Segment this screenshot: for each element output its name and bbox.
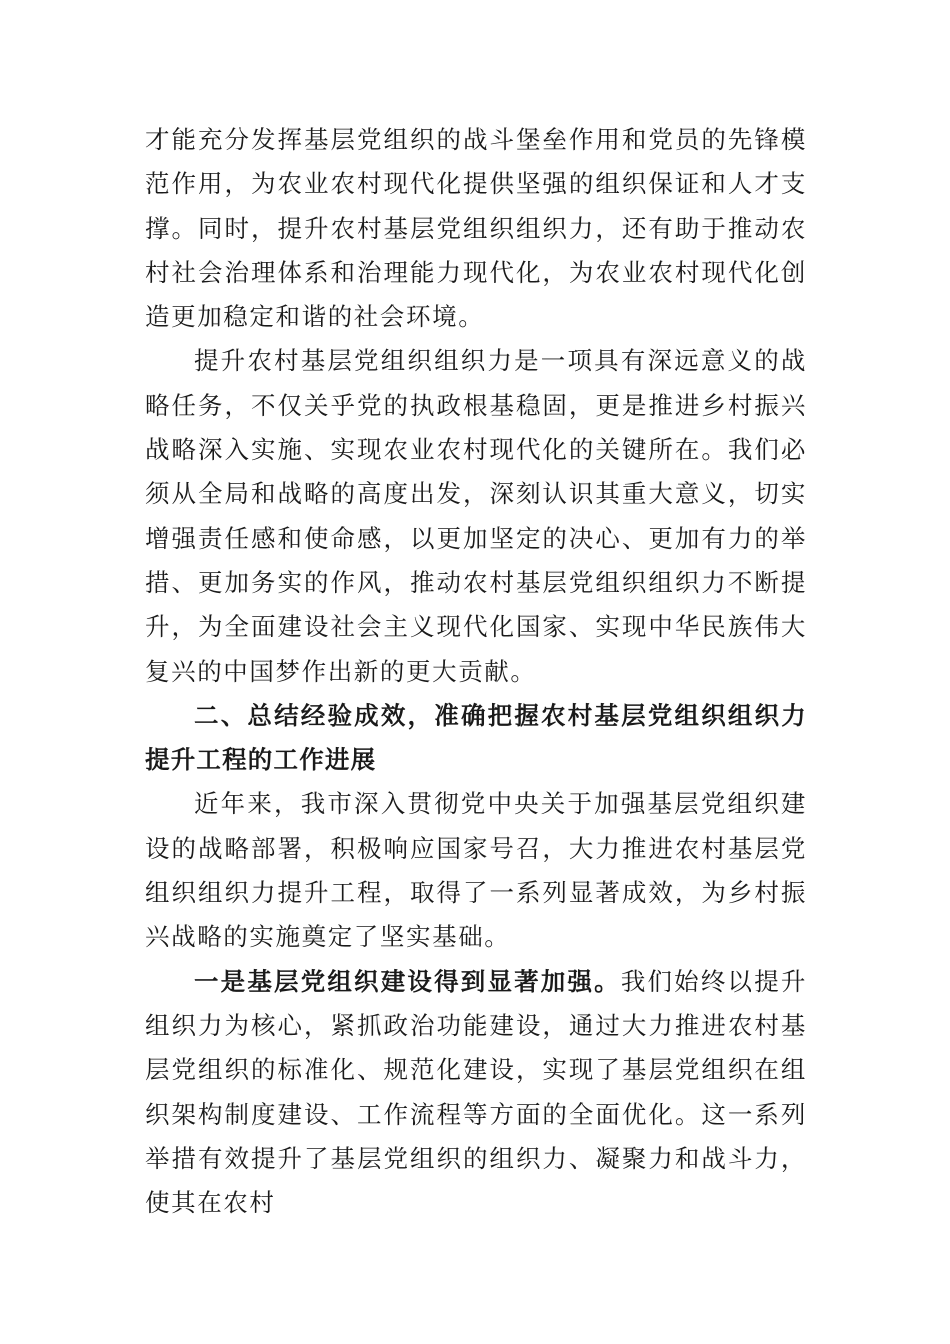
section-heading-two: 二、总结经验成效，准确把握农村基层党组织组织力提升工程的工作进展 <box>145 700 807 775</box>
document-page <box>145 118 807 1225</box>
paragraph-progress-intro: 近年来，我市深入贯彻党中央关于加强基层党组织建设的战略部署，积极响应国家号召，大力推进农村基层党组织组织力提升工程，取得了一系列显著成效，为乡村振兴战略的实施奠定了坚实基础。 <box>145 789 807 952</box>
paragraph-significance: 提升农村基层党组织组织力是一项具有深远意义的战略任务，不仅关乎党的执政根基稳固，更是推进乡村振兴战略深入实施、实现农业农村现代化的关键所在。我们必须从全局和战略的高度出发，深刻认识其重大意义，切实增强责任感和使命感，以更加坚定的决心、更加有力的举措、更加务实的作风，推动农村基层党组织组织力不断提升，为全面建设社会主义现代化国家、实现中华民族伟大复兴的中国梦作出新的更大贡献。 <box>145 346 807 686</box>
paragraph-point-one <box>145 960 807 1226</box>
point-one-body: 我们始终以提升组织力为核心，紧抓政治功能建设，通过大力推进农村基层党组织的标准化、规范化建设，实现了基层党组织在组织架构制度建设、工作流程等方面的全面优化。这一系列举措有效提升了基层党组织的组织力、凝聚力和战斗力，使其在农村 <box>145 966 807 1218</box>
paragraph-continuation: 才能充分发挥基层党组织的战斗堡垒作用和党员的先锋模范作用，为农业农村现代化提供坚强的组织保证和人才支撑。同时，提升农村基层党组织组织力，还有助于推动农村社会治理体系和治理能力现代化，为农业农村现代化创造更加稳定和谐的社会环境。 <box>145 125 807 332</box>
point-one-lead: 一是基层党组织建设得到显著加强。 <box>194 966 621 996</box>
